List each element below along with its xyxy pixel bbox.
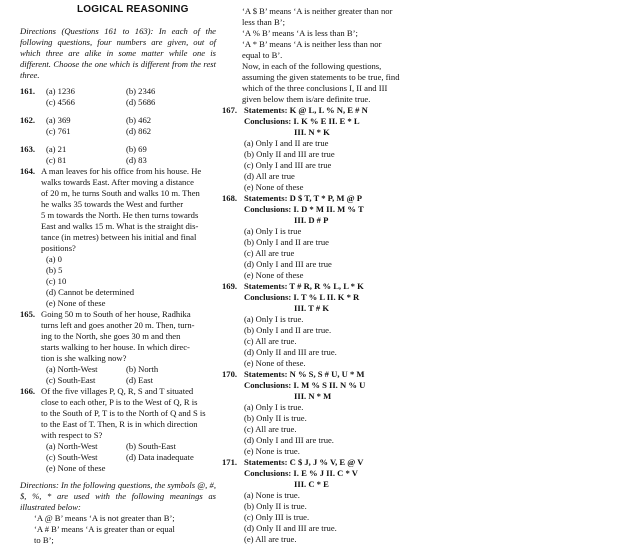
q170-option-e: (e) None is true. xyxy=(244,446,300,456)
q166-text-line: to the South of P, T is to the North of Q and S is xyxy=(41,408,206,418)
q169-option-b: (b) Only I and II are true. xyxy=(244,325,332,335)
q162-option-d: (d) 862 xyxy=(126,126,152,136)
q168-option-a: (a) Only I is true xyxy=(244,226,302,236)
q169-option-a: (a) Only I is true. xyxy=(244,314,304,324)
q168-option-b: (b) Only I and II are true xyxy=(244,237,329,247)
intro-line: which of the three conclusions I, II and III xyxy=(242,83,388,93)
q164-text-line: positions? xyxy=(41,243,76,253)
q170-option-a: (a) Only I is true. xyxy=(244,402,304,412)
q167-option-d: (d) All are true xyxy=(244,171,295,181)
q170-option-b: (b) Only II is true. xyxy=(244,413,307,423)
q169-option-d: (d) Only II and III are true. xyxy=(244,347,337,357)
section-heading: LOGICAL REASONING xyxy=(77,4,189,15)
q170-conclusions: Conclusions: I. M % S II. N % U xyxy=(244,380,366,390)
symbol-definition-cont: to B’; xyxy=(34,535,54,545)
q165-text-line: turns left and goes another 20 m. Then, turn- xyxy=(41,320,195,330)
q168-number: 168. xyxy=(222,193,238,203)
q171-statements: Statements: C $ J, J % V, E @ V xyxy=(244,457,364,467)
q165-text-line: Going 50 m to South of her house, Radhika xyxy=(41,309,191,319)
q165-text-line: ing to the North, she goes 30 m and then xyxy=(41,331,181,341)
q168-option-d: (d) Only I and III are true xyxy=(244,259,332,269)
q163-option-c: (c) 81 xyxy=(46,155,67,165)
directions-symbols: Directions: In the following questions, the symbols @, #, $, %, * are used with the following meanings as illustrated below: xyxy=(20,480,216,512)
intro-line: given below them is/are definite true. xyxy=(242,94,371,104)
symbol-definition: ‘A $ B’ means ‘A is neither greater than nor xyxy=(242,6,393,16)
q170-conclusion-3: III. N * M xyxy=(294,391,332,401)
q165-text-line: starts walking to her house. In which direc- xyxy=(41,342,190,352)
q169-option-c: (c) All are true. xyxy=(244,336,297,346)
q167-option-a: (a) Only I and II are true xyxy=(244,138,329,148)
symbol-definition: ‘A % B’ means ‘A is less than B’; xyxy=(242,28,358,38)
q166-option-e: (e) None of these xyxy=(46,463,106,473)
q161-option-a: (a) 1236 xyxy=(46,86,75,96)
q171-option-a: (a) None is true. xyxy=(244,490,300,500)
q166-option-a: (a) North-West xyxy=(46,441,98,451)
q167-number: 167. xyxy=(222,105,238,115)
q162-option-b: (b) 462 xyxy=(126,115,152,125)
q161-option-c: (c) 4566 xyxy=(46,97,75,107)
q167-conclusions: Conclusions: I. K % E II. E * L xyxy=(244,116,360,126)
q168-conclusions: Conclusions: I. D * M II. M % T xyxy=(244,204,364,214)
q164-text-line: he walks 35 towards the West and further xyxy=(41,199,184,209)
q166-text-line: close to each other, P is to the West of Q, R is xyxy=(41,397,198,407)
q166-text-line: with respect to S? xyxy=(41,430,103,440)
q162-number: 162. xyxy=(20,115,36,125)
q166-text-line: to the East of T. Then, R is in which direction xyxy=(41,419,198,429)
q163-option-b: (b) 69 xyxy=(126,144,147,154)
q161-option-b: (b) 2346 xyxy=(126,86,156,96)
q165-option-d: (d) East xyxy=(126,375,153,385)
q165-number: 165. xyxy=(20,309,36,319)
q170-statements: Statements: N % S, S # U, U * M xyxy=(244,369,365,379)
q169-conclusion-3: III. T # K xyxy=(294,303,330,313)
q163-option-d: (d) 83 xyxy=(126,155,147,165)
symbol-definition-cont: less than B’; xyxy=(242,17,285,27)
q171-option-b: (b) Only II is true. xyxy=(244,501,307,511)
q161-number: 161. xyxy=(20,86,36,96)
q171-option-d: (d) Only II and III are true. xyxy=(244,523,337,533)
q165-option-b: (b) North xyxy=(126,364,159,374)
q171-number: 171. xyxy=(222,457,238,467)
q164-text-line: tance (in metres) between his initial and final xyxy=(41,232,197,242)
q171-option-c: (c) Only III is true. xyxy=(244,512,310,522)
intro-line: Now, in each of the following questions, xyxy=(242,61,382,71)
q162-option-c: (c) 761 xyxy=(46,126,71,136)
q168-conclusion-3: III. D # P xyxy=(294,215,329,225)
symbol-definition-cont: equal to B’. xyxy=(242,50,283,60)
q167-option-e: (e) None of these xyxy=(244,182,304,192)
symbol-definition: ‘A @ B’ means ‘A is not greater than B’; xyxy=(34,513,175,523)
q166-number: 166. xyxy=(20,386,36,396)
directions-161-163: Directions (Questions 161 to 163): In each of the following questions, four numbers are given, out of which three are alike in some matter while one is different. Choose the one which is different from the rest three. xyxy=(20,26,216,80)
symbol-definition: ‘A # B’ means ‘A is greater than or equal xyxy=(34,524,175,534)
q169-statements: Statements: T # R, R % L, L * K xyxy=(244,281,364,291)
q164-text-line: East and walks 15 m. What is the straight dis- xyxy=(41,221,199,231)
intro-line: assuming the given statements to be true, find xyxy=(242,72,400,82)
q169-option-e: (e) None of these. xyxy=(244,358,306,368)
q167-option-b: (b) Only II and III are true xyxy=(244,149,335,159)
q167-statements: Statements: K @ L, L % N, E # N xyxy=(244,105,368,115)
q166-option-d: (d) Data inadequate xyxy=(126,452,194,462)
q163-number: 163. xyxy=(20,144,36,154)
q164-text-line: A man leaves for his office from his house. He xyxy=(41,166,202,176)
q170-option-d: (d) Only I and III are true. xyxy=(244,435,334,445)
q171-conclusion-3: III. C * E xyxy=(294,479,329,489)
q167-option-c: (c) Only I and III are true xyxy=(244,160,332,170)
q170-option-c: (c) All are true. xyxy=(244,424,297,434)
q164-option-c: (c) 10 xyxy=(46,276,67,286)
q164-text-line: walks towards East. After moving a distance xyxy=(41,177,194,187)
q169-number: 169. xyxy=(222,281,238,291)
symbol-definition: ‘A * B’ means ‘A is neither less than nor xyxy=(242,39,382,49)
q164-number: 164. xyxy=(20,166,36,176)
q165-option-a: (a) North-West xyxy=(46,364,98,374)
q168-statements: Statements: D $ T, T * P, M @ P xyxy=(244,193,363,203)
q171-option-e: (e) All are true. xyxy=(244,534,297,544)
q162-option-a: (a) 369 xyxy=(46,115,71,125)
q170-number: 170. xyxy=(222,369,238,379)
q165-text-line: tion is she walking now? xyxy=(41,353,127,363)
q166-text-line: Of the five villages P, Q, R, S and T situated xyxy=(41,386,194,396)
q163-option-a: (a) 21 xyxy=(46,144,67,154)
q165-option-c: (c) South-East xyxy=(46,375,96,385)
q166-option-b: (b) South-East xyxy=(126,441,176,451)
q167-conclusion-3: III. N * K xyxy=(294,127,330,137)
q169-conclusions: Conclusions: I. T % L II. K * R xyxy=(244,292,360,302)
q168-option-c: (c) All are true xyxy=(244,248,295,258)
q161-option-d: (d) 5686 xyxy=(126,97,156,107)
q166-option-c: (c) South-West xyxy=(46,452,98,462)
q171-conclusions: Conclusions: I. E % J II. C * V xyxy=(244,468,358,478)
q164-text-line: of 20 m, he turns South and walks 10 m. Then xyxy=(41,188,200,198)
q164-option-e: (e) None of these xyxy=(46,298,106,308)
q164-option-b: (b) 5 xyxy=(46,265,63,275)
q168-option-e: (e) None of these xyxy=(244,270,304,280)
q164-text-line: 5 m towards the North. He then turns towards xyxy=(41,210,199,220)
q164-option-d: (d) Cannot be determined xyxy=(46,287,135,297)
q164-option-a: (a) 0 xyxy=(46,254,62,264)
